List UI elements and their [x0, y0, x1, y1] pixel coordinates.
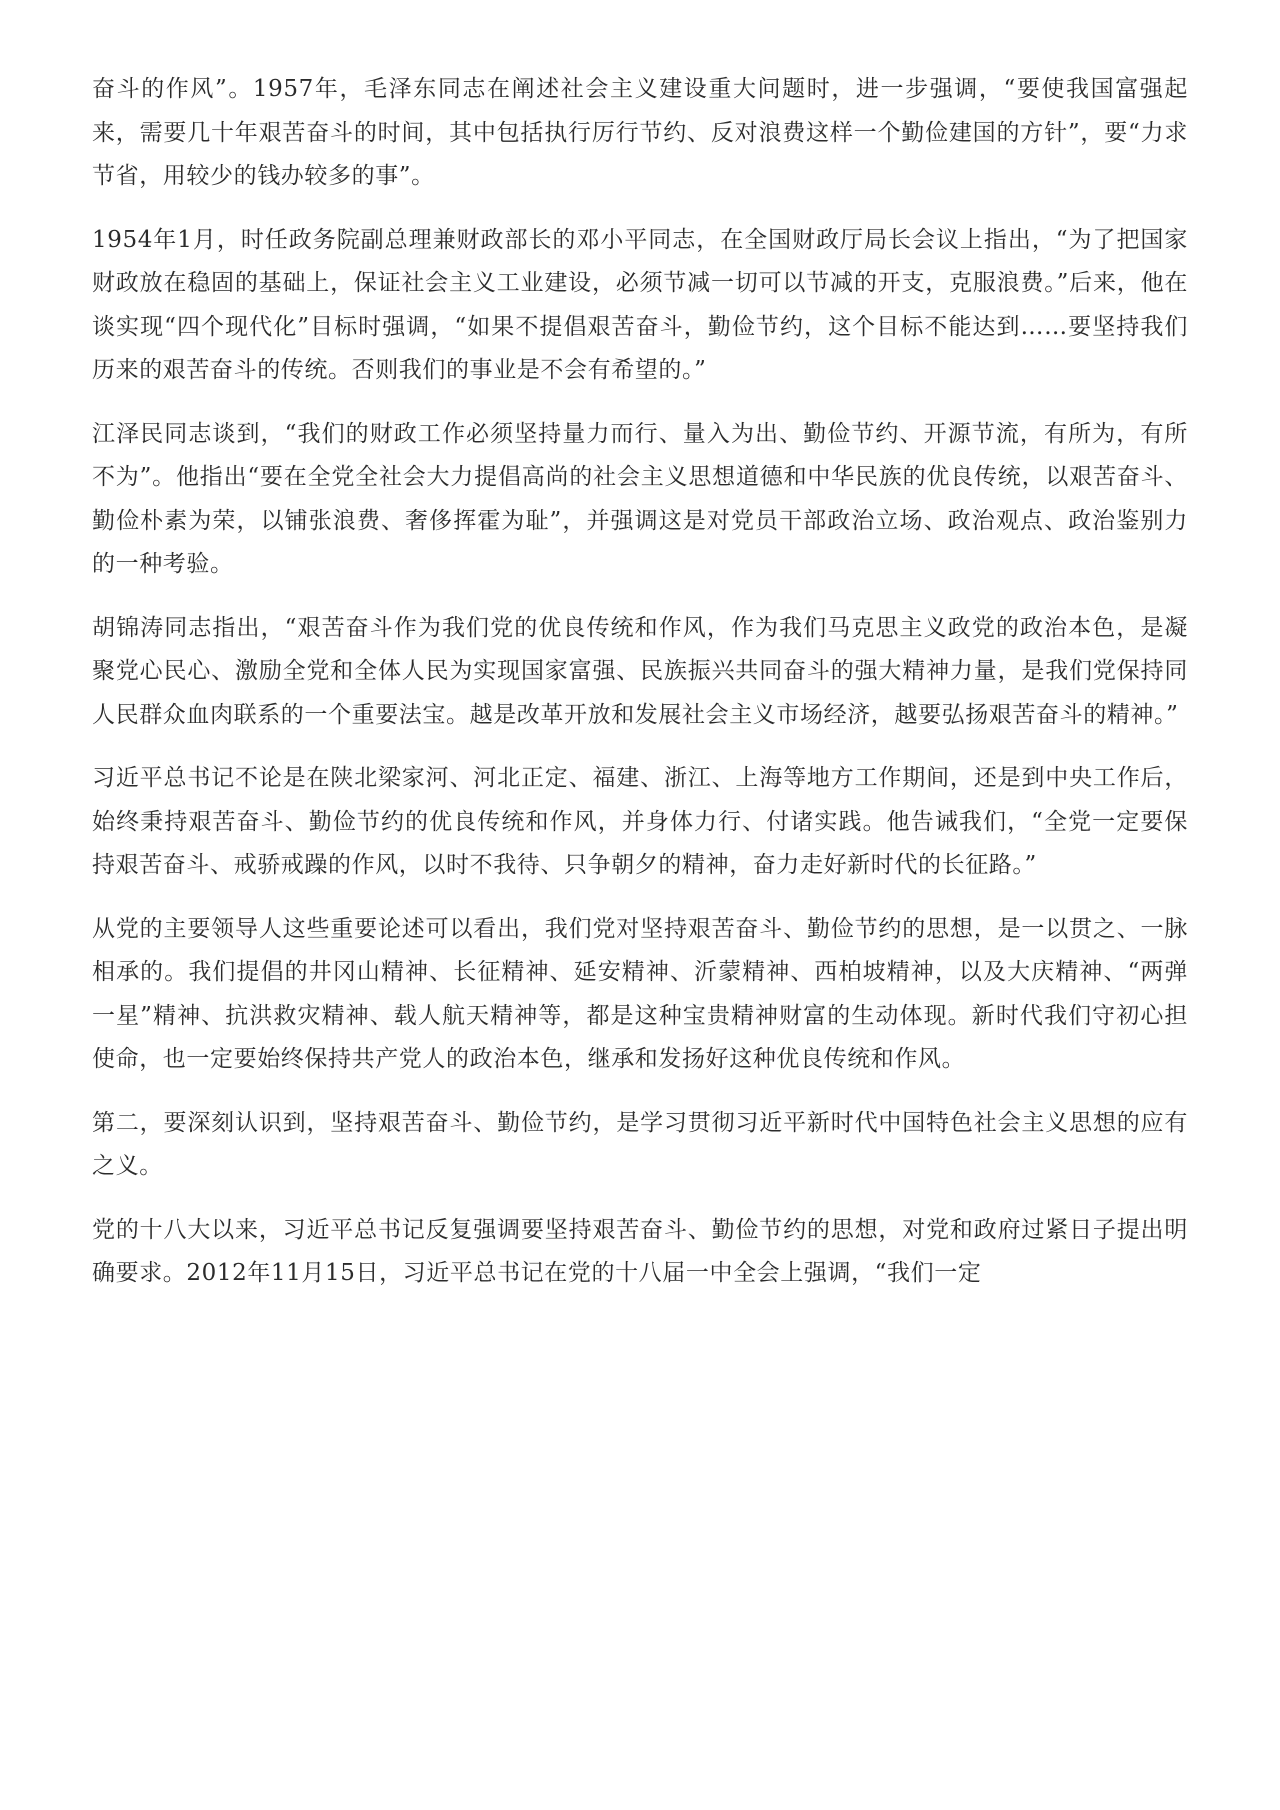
paragraph-4: 胡锦涛同志指出，“艰苦奋斗作为我们党的优良传统和作风，作为我们马克思主义政党的政治本色，是凝聚党心民心、激励全党和全体人民为实现国家富强、民族振兴共同奋斗的强大精神力量，是我们党保持同人民群众血肉联系的一个重要法宝。越是改革开放和发展社会主义市场经济，越要弘扬艰苦奋斗的精神。” [92, 614, 1188, 728]
paragraph-5: 习近平总书记不论是在陕北梁家河、河北正定、福建、浙江、上海等地方工作期间，还是到中央工作后，始终秉持艰苦奋斗、勤俭节约的优良传统和作风，并身体力行、付诸实践。他告诫我们，“全党一定要保持艰苦奋斗、戒骄戒躁的作风，以时不我待、只争朝夕的精神，奋力走好新时代的长征路。” [92, 765, 1188, 878]
paragraph-8: 党的十八大以来，习近平总书记反复强调要坚持艰苦奋斗、勤俭节约的思想，对党和政府过紧日子提出明确要求。2012年11月15日，习近平总书记在党的十八届一中全会上强调，“我们一定 [92, 1216, 1188, 1286]
paragraph-3: 江泽民同志谈到，“我们的财政工作必须坚持量力而行、量入为出、勤俭节约、开源节流，有所为，有所不为”。他指出“要在全党全社会大力提倡高尚的社会主义思想道德和中华民族的优良传统，以艰苦奋斗、勤俭朴素为荣，以铺张浪费、奢侈挥霍为耻”，并强调这是对党员干部政治立场、政治观点、政治鉴别力的一种考验。 [92, 420, 1188, 577]
paragraph-1: 奋斗的作风”。1957年，毛泽东同志在阐述社会主义建设重大问题时，进一步强调，“要使我国富强起来，需要几十年艰苦奋斗的时间，其中包括执行厉行节约、反对浪费这样一个勤俭建国的方针”，要“力求节省，用较少的钱办较多的事”。 [92, 76, 1188, 189]
paragraph-7: 第二，要深刻认识到，坚持艰苦奋斗、勤俭节约，是学习贯彻习近平新时代中国特色社会主义思想的应有之义。 [92, 1109, 1188, 1179]
paragraph-6: 从党的主要领导人这些重要论述可以看出，我们党对坚持艰苦奋斗、勤俭节约的思想，是一以贯之、一脉相承的。我们提倡的井冈山精神、长征精神、延安精神、沂蒙精神、西柏坡精神，以及大庆精神、“两弹一星”精神、抗洪救灾精神、载人航天精神等，都是这种宝贵精神财富的生动体现。新时代我们守初心担使命，也一定要始终保持共产党人的政治本色，继承和发扬好这种优良传统和作风。 [92, 915, 1188, 1072]
paragraph-2: 1954年1月，时任政务院副总理兼财政部长的邓小平同志，在全国财政厅局长会议上指出，“为了把国家财政放在稳固的基础上，保证社会主义工业建设，必须节减一切可以节减的开支，克服浪费。”后来，他在谈实现“四个现代化”目标时强调，“如果不提倡艰苦奋斗，勤俭节约，这个目标不能达到……要坚持我们历来的艰苦奋斗的传统。否则我们的事业是不会有希望的。” [92, 226, 1188, 383]
